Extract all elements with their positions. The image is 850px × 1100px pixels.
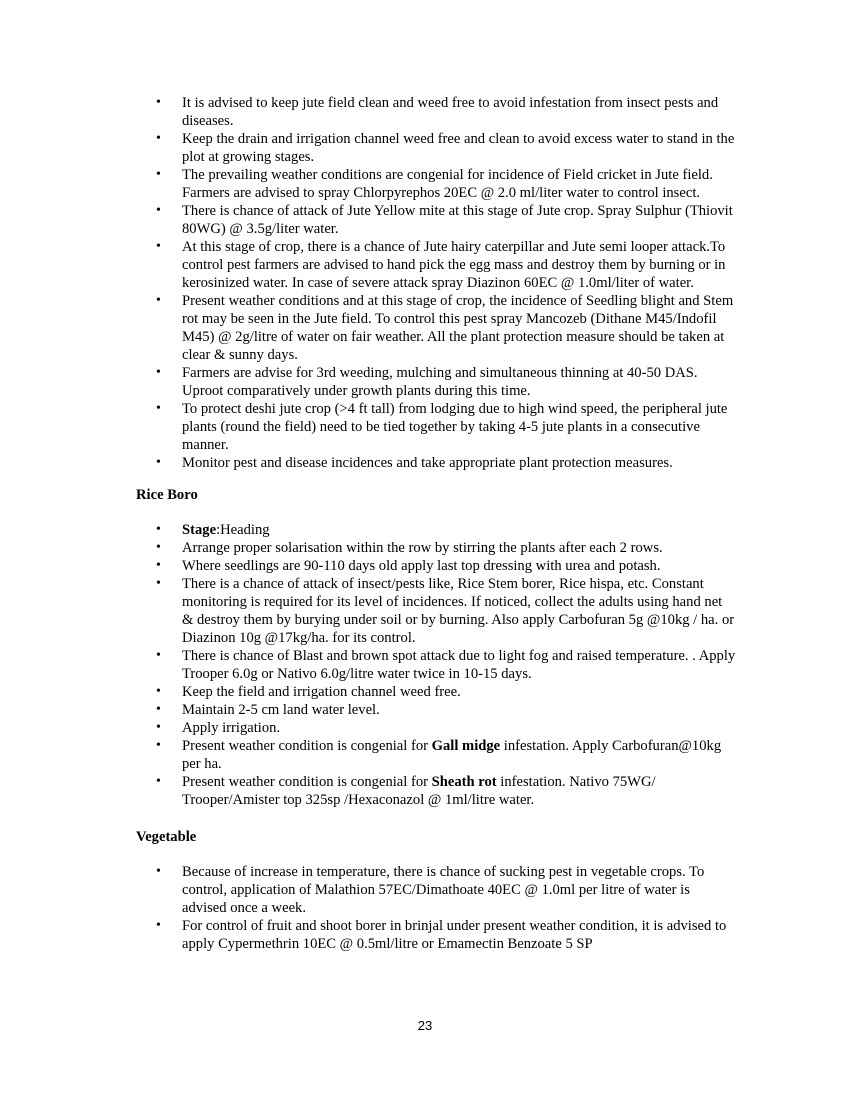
list-item: • Present weather conditions and at this stage of crop, the incidence of Seedling blight and Stem rot may be seen in the Jute field. To control this pest spray Mancozeb (Dithane M45/Indofil M45) @ 2g/litre of water on fair weather. All the plant protection measure should be taken at clear & sunny days. <box>136 292 736 364</box>
list-item: • To protect deshi jute crop (>4 ft tall) from lodging due to high wind speed, the peripheral jute plants (round the field) need to be tied together by taking 4-5 jute plants in a consecutive manner. <box>136 400 736 454</box>
rice-boro-heading: Rice Boro <box>136 487 198 503</box>
list-item: • Monitor pest and disease incidences and take appropriate plant protection measures. <box>136 454 736 472</box>
gall-midge-term: Gall midge <box>431 738 501 754</box>
list-item: • Apply irrigation. <box>136 719 736 737</box>
sheath-rot-term: Sheath rot <box>431 774 497 790</box>
list-item: • It is advised to keep jute field clean and weed free to avoid infestation from insect pests and diseases. <box>136 94 736 130</box>
list-item: • There is a chance of attack of insect/pests like, Rice Stem borer, Rice hispa, etc. Constant monitoring is required for its level of incidences. If noticed, collect the adults using hand net & destroy them by burying under soil or by burning. Also apply Carbofuran 5g @10kg / ha. or Diazinon 10g @17kg/ha. for its control. <box>136 575 736 647</box>
vegetable-advisory-list <box>136 863 736 953</box>
list-item: • Farmers are advise for 3rd weeding, mulching and simultaneous thinning at 40-50 DAS. Uproot comparatively under growth plants during this time. <box>136 364 736 400</box>
list-item: • Because of increase in temperature, there is chance of sucking pest in vegetable crops. To control, application of Malathion 57EC/Dimathoate 40EC @ 1.0ml per litre of water is advised once a week. <box>136 863 736 917</box>
vegetable-heading: Vegetable <box>136 829 197 845</box>
list-item: • Where seedlings are 90-110 days old apply last top dressing with urea and potash. <box>136 557 736 575</box>
list-item-sheath-rot <box>136 773 736 809</box>
list-item-stage <box>136 521 736 539</box>
page-content <box>136 94 736 953</box>
text-segment: infestation. Nativo 75WG/ Trooper/Amister top 325sp /Hexaconazol @ 1ml/litre water. <box>182 774 656 808</box>
list-item: • For control of fruit and shoot borer in brinjal under present weather condition, it is advised to apply Cypermethrin 10EC @ 0.5ml/litre or Emamectin Benzoate 5 SP <box>136 917 736 953</box>
list-item: • There is chance of Blast and brown spot attack due to light fog and raised temperature. . Apply Trooper 6.0g or Nativo 6.0g/litre water twice in 10-15 days. <box>136 647 736 683</box>
list-item: • There is chance of attack of Jute Yellow mite at this stage of Jute crop. Spray Sulphur (Thiovit 80WG) @ 3.5g/liter water. <box>136 202 736 238</box>
list-item-gall-midge <box>136 737 736 773</box>
list-item: • Maintain 2-5 cm land water level. <box>136 701 736 719</box>
text-segment: Present weather condition is congenial for <box>182 738 432 754</box>
text-segment: Present weather condition is congenial for <box>182 774 432 790</box>
list-item: • The prevailing weather conditions are congenial for incidence of Field cricket in Jute field. Farmers are advised to spray Chlorpyrephos 20EC @ 2.0 ml/liter water to control insect. <box>136 166 736 202</box>
page-number: 23 <box>417 1018 433 1033</box>
list-item: • Keep the field and irrigation channel weed free. <box>136 683 736 701</box>
rice-boro-advisory-list <box>136 521 736 809</box>
list-item: • Arrange proper solarisation within the row by stirring the plants after each 2 rows. <box>136 539 736 557</box>
text-segment: infestation. Apply Carbofuran@10kg per ha. <box>182 738 722 772</box>
jute-advisory-list <box>136 94 736 472</box>
stage-label: Stage <box>182 522 217 538</box>
list-item: • At this stage of crop, there is a chance of Jute hairy caterpillar and Jute semi looper attack.To control pest farmers are advised to hand pick the egg mass and destroy them by burning or in kerosinized water. In case of severe attack spray Diazinon 60EC @ 1.0ml/liter of water. <box>136 238 736 292</box>
list-item: • Keep the drain and irrigation channel weed free and clean to avoid excess water to stand in the plot at growing stages. <box>136 130 736 166</box>
stage-value: :Heading <box>216 522 270 538</box>
